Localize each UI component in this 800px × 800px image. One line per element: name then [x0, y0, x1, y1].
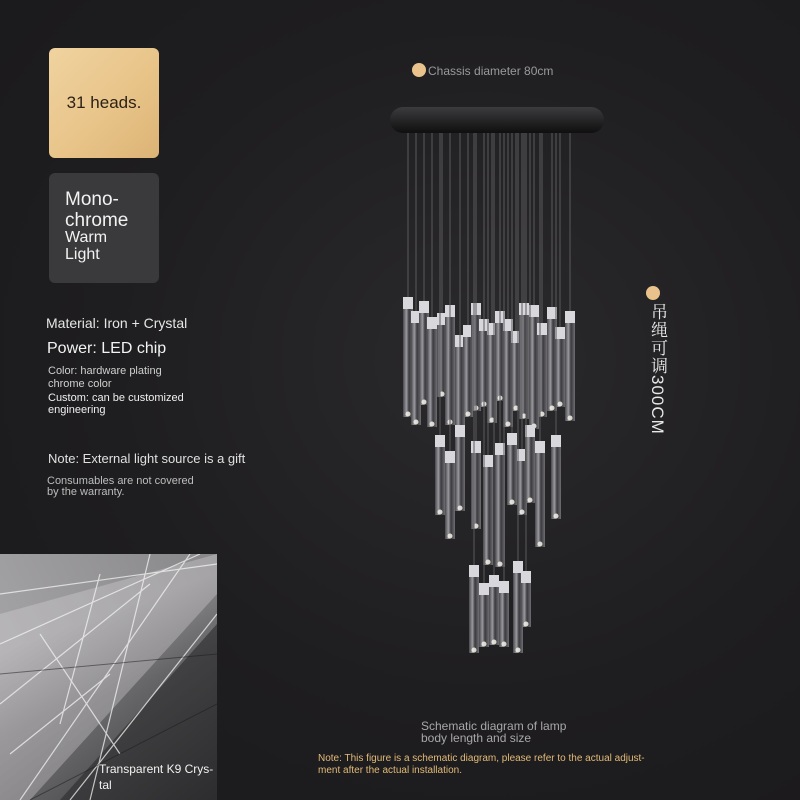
led-glow [466, 412, 471, 417]
led-glow [538, 542, 543, 547]
installation-note-line1: Note: This figure is a schematic diagram, please refer to the actual adjust- [318, 753, 645, 764]
warranty-note-line1: Consumables are not covered [47, 475, 194, 487]
pendant-cap [469, 565, 479, 577]
led-glow [506, 422, 511, 427]
led-glow [502, 642, 507, 647]
canopy [390, 107, 604, 133]
heads-badge [49, 48, 159, 158]
pendant-cap [521, 571, 531, 583]
pendant-cap [435, 435, 445, 447]
custom-spec-line2: engineering [48, 404, 106, 416]
rope-dot-icon [646, 286, 660, 300]
led-glow [568, 416, 573, 421]
led-glow [550, 406, 555, 411]
light-type-badge [49, 173, 159, 283]
custom-spec-line1: Custom: can be customized [48, 392, 184, 404]
led-glow [472, 648, 477, 653]
led-glow [498, 562, 503, 567]
power-spec: Power: LED chip [47, 340, 167, 357]
crystal-caption-line2: tal [99, 778, 112, 792]
chassis-diameter-label: Chassis diameter 80cm [428, 64, 554, 78]
pendant-cap [565, 311, 575, 323]
pendant-cap [535, 441, 545, 453]
material-spec: Material: Iron + Crystal [46, 315, 188, 331]
crystal-pendant [427, 317, 437, 427]
pendant-cap [455, 425, 465, 437]
led-glow [438, 510, 443, 515]
pendant-cap [419, 301, 429, 313]
led-glow [458, 506, 463, 511]
pendant-cap [499, 581, 509, 593]
crystal-pendant [455, 425, 465, 511]
led-glow [414, 420, 419, 425]
pendant-cap [551, 435, 561, 447]
color-spec-line2: chrome color [48, 378, 112, 390]
warranty-note-line2: by the warranty. [47, 486, 125, 498]
pendant-cap [471, 441, 481, 453]
crystal-caption-line1: Transparent K9 Crys- [99, 762, 214, 776]
schematic-caption-line2: body length and size [421, 731, 532, 745]
heads-label: 31 heads. [66, 93, 142, 112]
led-glow [528, 498, 533, 503]
rope-length-label: 吊绳可调300CM [648, 303, 667, 435]
light-type-line1: Mono- [65, 189, 119, 210]
pendant-rods [403, 133, 575, 653]
pendant-cap [479, 583, 489, 595]
led-glow [554, 514, 559, 519]
light-type-line4: Light [65, 246, 100, 263]
led-glow [520, 510, 525, 515]
led-glow [430, 422, 435, 427]
crystal-pendant [469, 565, 479, 653]
pendant-cap [403, 297, 413, 309]
crystal-pendant [445, 451, 455, 539]
crystal-pendant [565, 311, 575, 421]
light-type-line2: chrome [65, 210, 129, 231]
led-glow [448, 534, 453, 539]
installation-note-line2: ment after the actual installation. [318, 765, 462, 776]
color-spec-line1: Color: hardware plating [48, 365, 162, 377]
pendant-cap [489, 575, 499, 587]
schematic-caption-line1: Schematic diagram of lamp [421, 719, 567, 733]
crystal-pendant [535, 441, 545, 547]
pendant-cap [537, 323, 547, 335]
crystal-pendant [537, 323, 547, 417]
light-type-line3: Warm [65, 229, 108, 246]
led-glow [422, 400, 427, 405]
chandelier-illustration [380, 105, 620, 665]
light-source-note: Note: External light source is a gift [48, 451, 246, 466]
pendant-cap [445, 451, 455, 463]
led-glow [510, 500, 515, 505]
crystal-pendant [551, 435, 561, 519]
led-glow [516, 648, 521, 653]
led-glow [558, 402, 563, 407]
led-glow [486, 560, 491, 565]
pendant-cap [519, 303, 529, 315]
led-glow [406, 412, 411, 417]
pendant-cap [507, 433, 517, 445]
crystal-pendant [519, 303, 529, 419]
led-glow [482, 642, 487, 647]
pendant-cap [427, 317, 437, 329]
crystal-pendant [471, 441, 481, 529]
led-glow [524, 622, 529, 627]
chassis-dot-icon [412, 63, 426, 77]
led-glow [492, 640, 497, 645]
